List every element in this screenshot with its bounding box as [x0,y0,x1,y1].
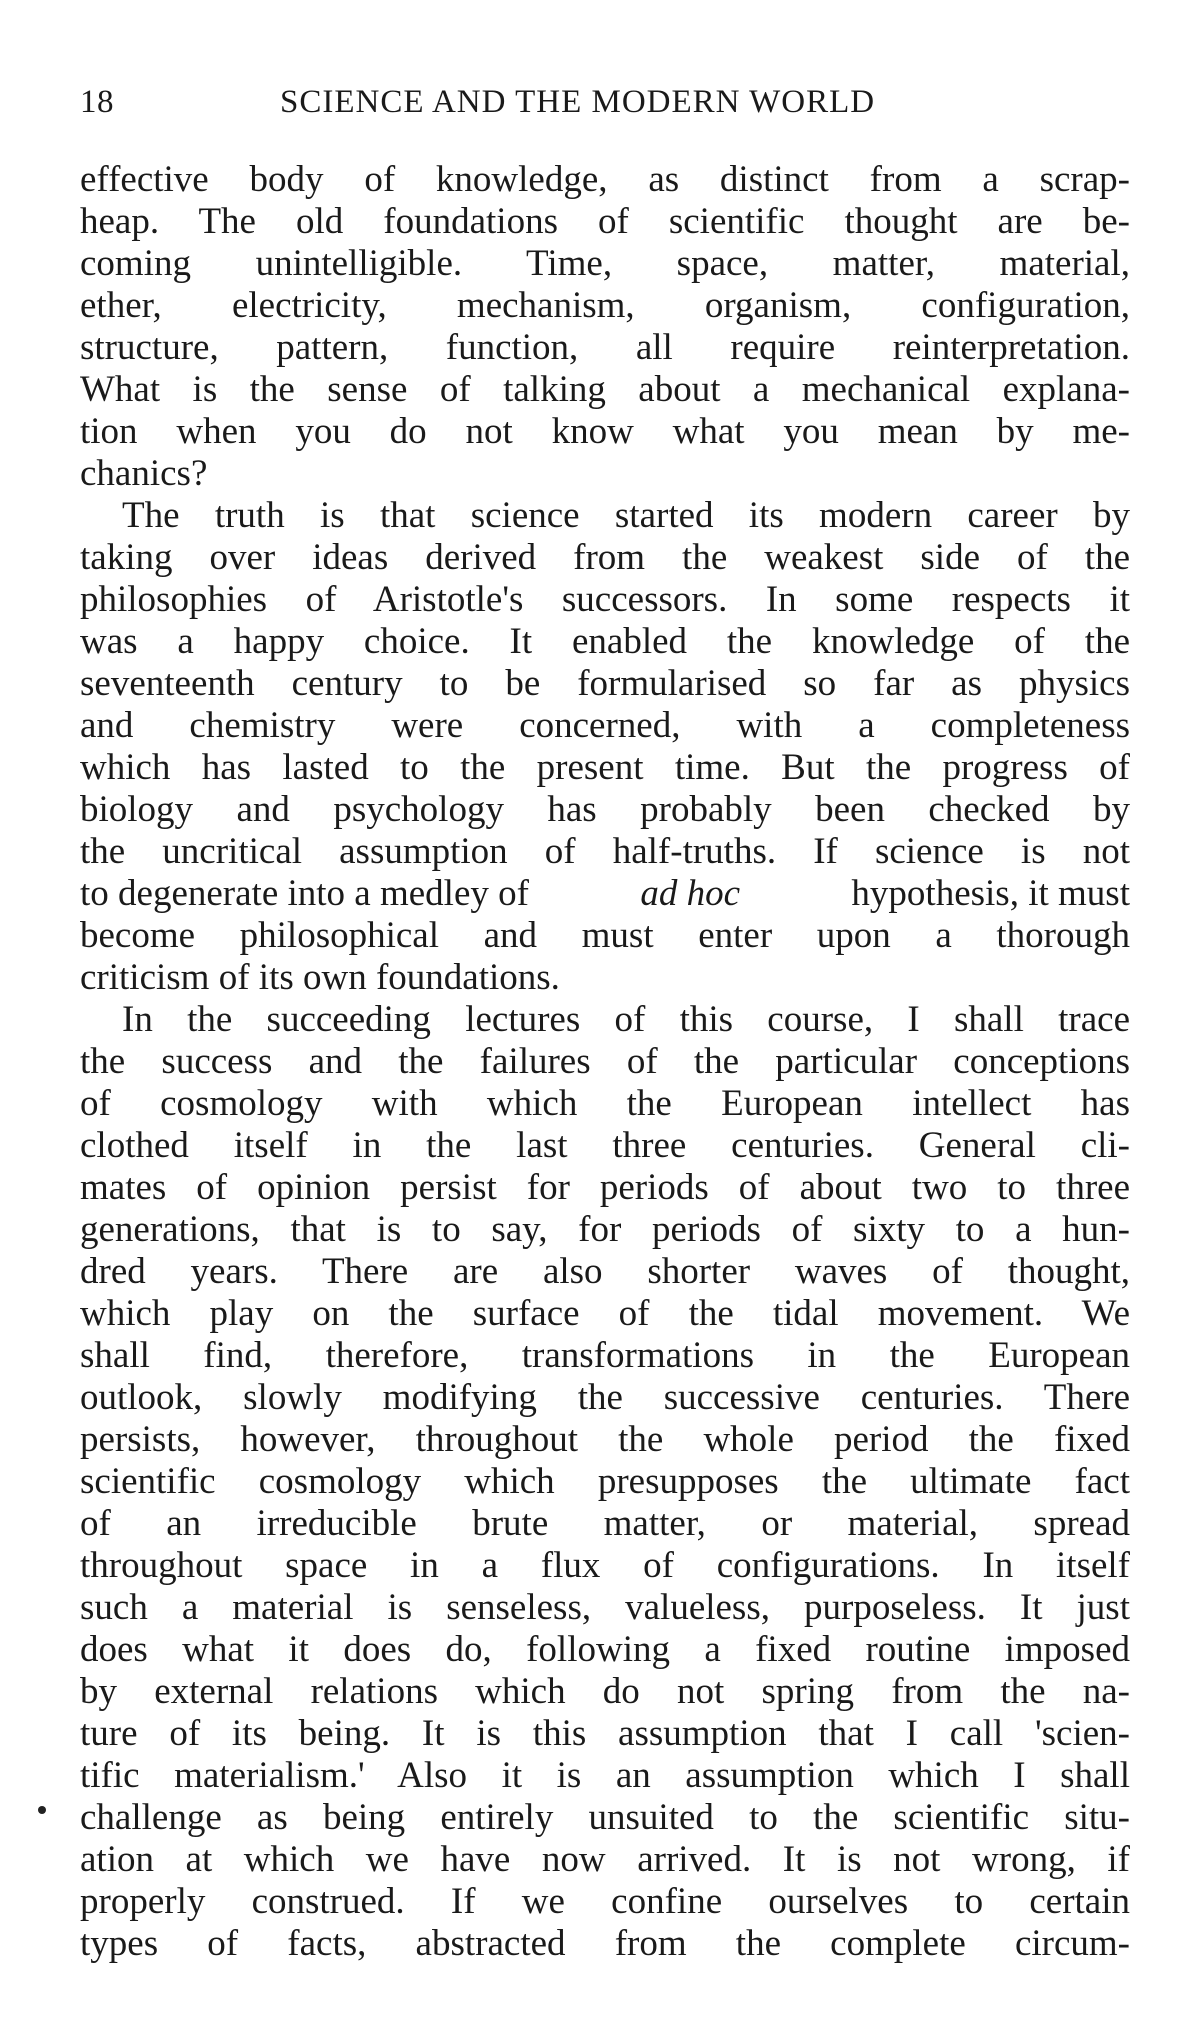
text-line: philosophies of Aristotle's successors. In some respects it [80,579,1130,620]
text-line: tion when you do not know what you mean by me- [80,411,1130,452]
text-line: seventeenth century to be formularised so far as physics [80,663,1130,704]
text-line: by external relations which do not spring from the na- [80,1671,1130,1712]
margin-speck [38,1806,46,1814]
text-line: outlook, slowly modifying the successive centuries. There [80,1377,1130,1418]
text-line: dred years. There are also shorter waves of thought, [80,1251,1130,1292]
text-line: chanics? [80,453,208,494]
text-line: What is the sense of talking about a mechanical explana- [80,369,1130,410]
text-line: ether, electricity, mechanism, organism, configuration, [80,285,1130,326]
text-line: clothed itself in the last three centuries. General cli- [80,1125,1130,1166]
text-line: scientific cosmology which presupposes the ultimate fact [80,1461,1130,1502]
text-line: ation at which we have now arrived. It is not wrong, if [80,1839,1130,1880]
body-text [80,159,1130,1965]
text-line: structure, pattern, function, all require reinterpretation. [80,327,1130,368]
text-line: effective body of knowledge, as distinct from a scrap- [80,159,1130,200]
text-line: and chemistry were concerned, with a completeness [80,705,1130,746]
paragraph-3 [80,999,1130,1965]
text-line: persists, however, throughout the whole period the fixed [80,1419,1130,1460]
text-line: challenge as being entirely unsuited to the scientific situ- [80,1797,1130,1838]
text-line: which play on the surface of the tidal movement. We [80,1293,1130,1334]
text-line: was a happy choice. It enabled the knowledge of the [80,621,1130,662]
page-number: 18 [80,84,114,120]
text-line: In the succeeding lectures of this course, I shall trace [122,999,1130,1040]
running-head: SCIENCE AND THE MODERN WORLD [280,84,876,120]
text-line: mates of opinion persist for periods of about two to three [80,1167,1130,1208]
text-line: become philosophical and must enter upon a thorough [80,915,1130,956]
text-line: criticism of its own foundations. [80,957,560,998]
text-line: the success and the failures of the particular conceptions [80,1041,1130,1082]
text-line: of an irreducible brute matter, or material, spread [80,1503,1130,1544]
italic-phrase: ad hoc [640,873,741,914]
text-line: which has lasted to the present time. But the progress of [80,747,1130,788]
text-line: ture of its being. It is this assumption that I call 'scien- [80,1713,1130,1754]
text-line: shall find, therefore, transformations in the European [80,1335,1130,1376]
page-header [80,84,1130,128]
text-line: properly construed. If we confine ourselves to certain [80,1881,1130,1922]
text-line: heap. The old foundations of scientific thought are be- [80,201,1130,242]
text-line: types of facts, abstracted from the complete circum- [80,1923,1130,1964]
text-line: generations, that is to say, for periods of sixty to a hun- [80,1209,1130,1250]
text-line: tific materialism.' Also it is an assumption which I shall [80,1755,1130,1796]
text-line: biology and psychology has probably been checked by [80,789,1130,830]
text-line: The truth is that science started its modern career by [122,495,1130,536]
paragraph-2 [80,495,1130,999]
text-fragment: to degenerate into a medley of [80,873,529,914]
paragraph-1 [80,159,1130,495]
text-line-with-italic [80,873,1130,915]
text-line: taking over ideas derived from the weakest side of the [80,537,1130,578]
text-line: does what it does do, following a fixed routine imposed [80,1629,1130,1670]
text-line: such a material is senseless, valueless, purposeless. It just [80,1587,1130,1628]
text-fragment: hypothesis, it must [851,873,1130,914]
text-line: the uncritical assumption of half-truths. If science is not [80,831,1130,872]
text-line: of cosmology with which the European intellect has [80,1083,1130,1124]
text-line: throughout space in a flux of configurations. In itself [80,1545,1130,1586]
text-line: coming unintelligible. Time, space, matter, material, [80,243,1130,284]
